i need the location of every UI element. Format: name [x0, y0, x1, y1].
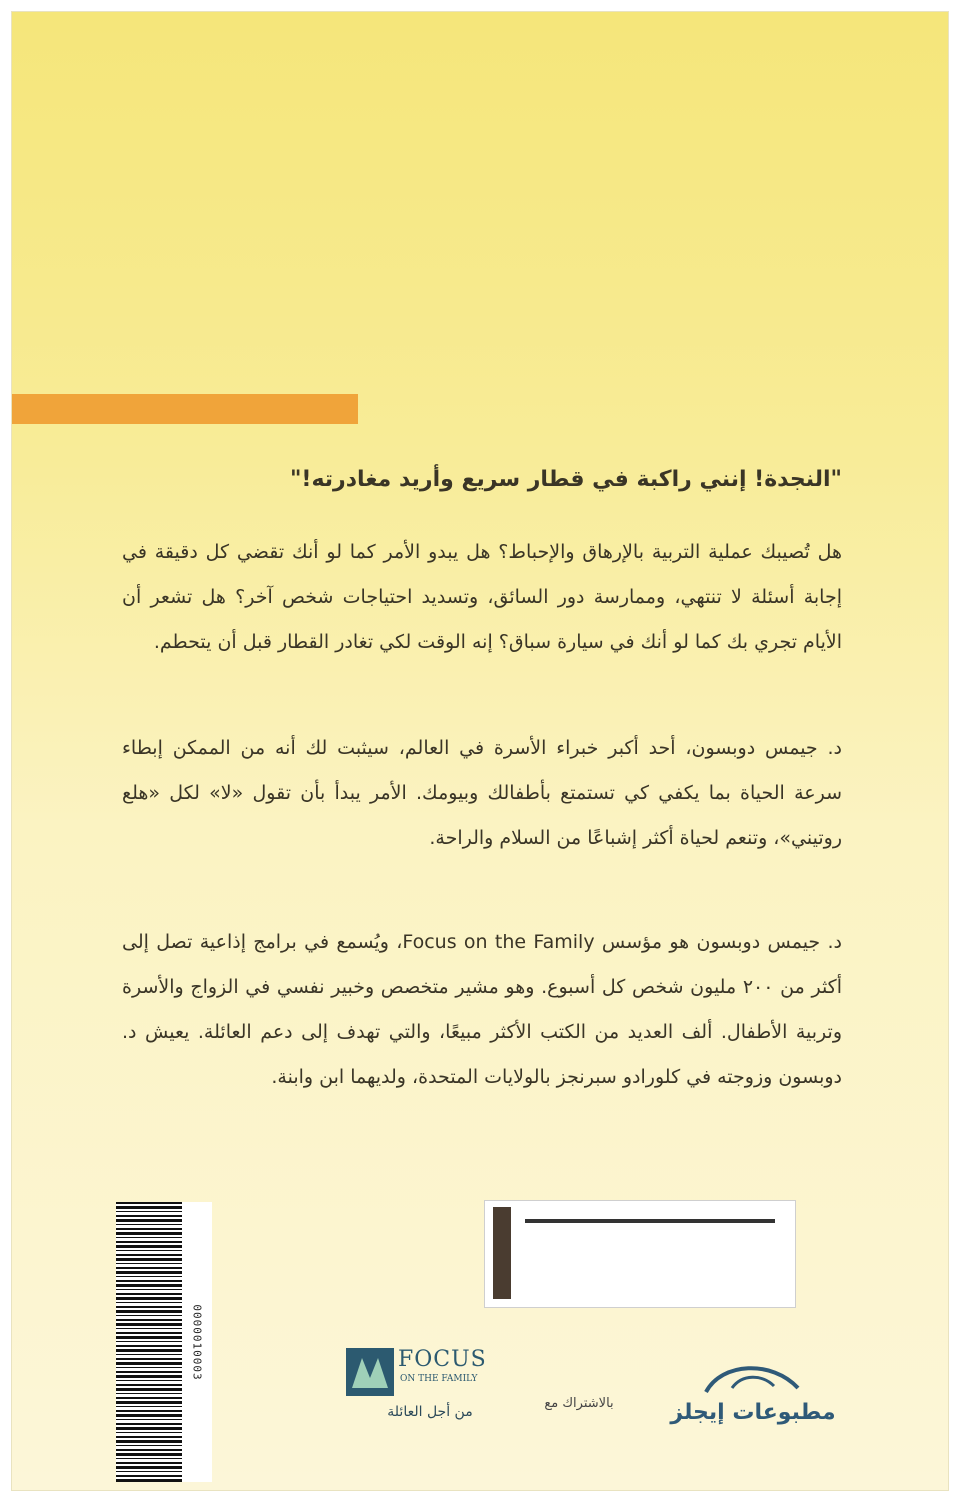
focus-on-the-family-logo	[346, 1340, 508, 1430]
focus-logo-subline: ON THE FAMILY	[400, 1374, 478, 1384]
focus-family-icon	[346, 1348, 394, 1396]
publisher-name: مطبوعات إيجلز	[670, 1400, 836, 1425]
focus-logo-arabic: من أجل العائلة	[387, 1404, 473, 1420]
sticker-strip	[493, 1207, 511, 1299]
barcode-number: 0000010003	[190, 1303, 204, 1381]
paragraph-author-bio: د. جيمس دوبسون هو مؤسس Focus on the Family، ويُسمع في برامج إذاعية تصل إلى أكثر من ٢٠٠ مليون شخص كل أسبوع. وهو مشير متخصص وخبير نفسي في الزواج والأسرة وتربية الأطفال. ألف العديد من الكتب الأكثر مبيعًا، والتي تهدف إلى دعم العائلة. يعيش د. دوبسون وزوجته في كلورادو سبرنجز بالولايات المتحدة، ولديهما ابن وابنة.	[122, 931, 843, 1088]
price-sticker	[484, 1200, 796, 1308]
publisher-logo	[668, 1358, 838, 1448]
eagle-icon	[702, 1358, 802, 1398]
barcode	[116, 1202, 212, 1482]
accent-bar	[12, 394, 358, 424]
barcode-bars	[116, 1202, 182, 1482]
focus-logo-name: FOCUS	[398, 1347, 487, 1372]
sticker-line	[525, 1219, 775, 1223]
headline-quote: "النجدة! إنني راكبة في قطار سريع وأريد مغادرته!"	[289, 467, 842, 492]
partnership-label: بالاشتراك مع	[544, 1396, 614, 1411]
paragraph-intro: هل تُصيبك عملية التربية بالإرهاق والإحباط؟ هل يبدو الأمر كما لو أنك تقضي كل دقيقة في إجابة أسئلة لا تنتهي، وممارسة دور السائق، وتسديد احتياجات شخص آخر؟ هل تشعر أن الأيام تجري بك كما لو أنك في سيارة سباق؟ إنه الوقت لكي تغادر القطار قبل أن يتحطم.	[122, 541, 842, 653]
paragraph-author-promise: د. جيمس دوبسون، أحد أكبر خبراء الأسرة في العالم، سيثبت لك أنه من الممكن إبطاء سرعة الحياة بما يكفي كي تستمتع بأطفالك وبيومك. الأمر يبدأ بأن تقول «لا» لكل «هلع روتيني»، وتنعم لحياة أكثر إشباعًا من السلام والراحة.	[122, 737, 842, 849]
back-cover	[12, 12, 948, 1490]
